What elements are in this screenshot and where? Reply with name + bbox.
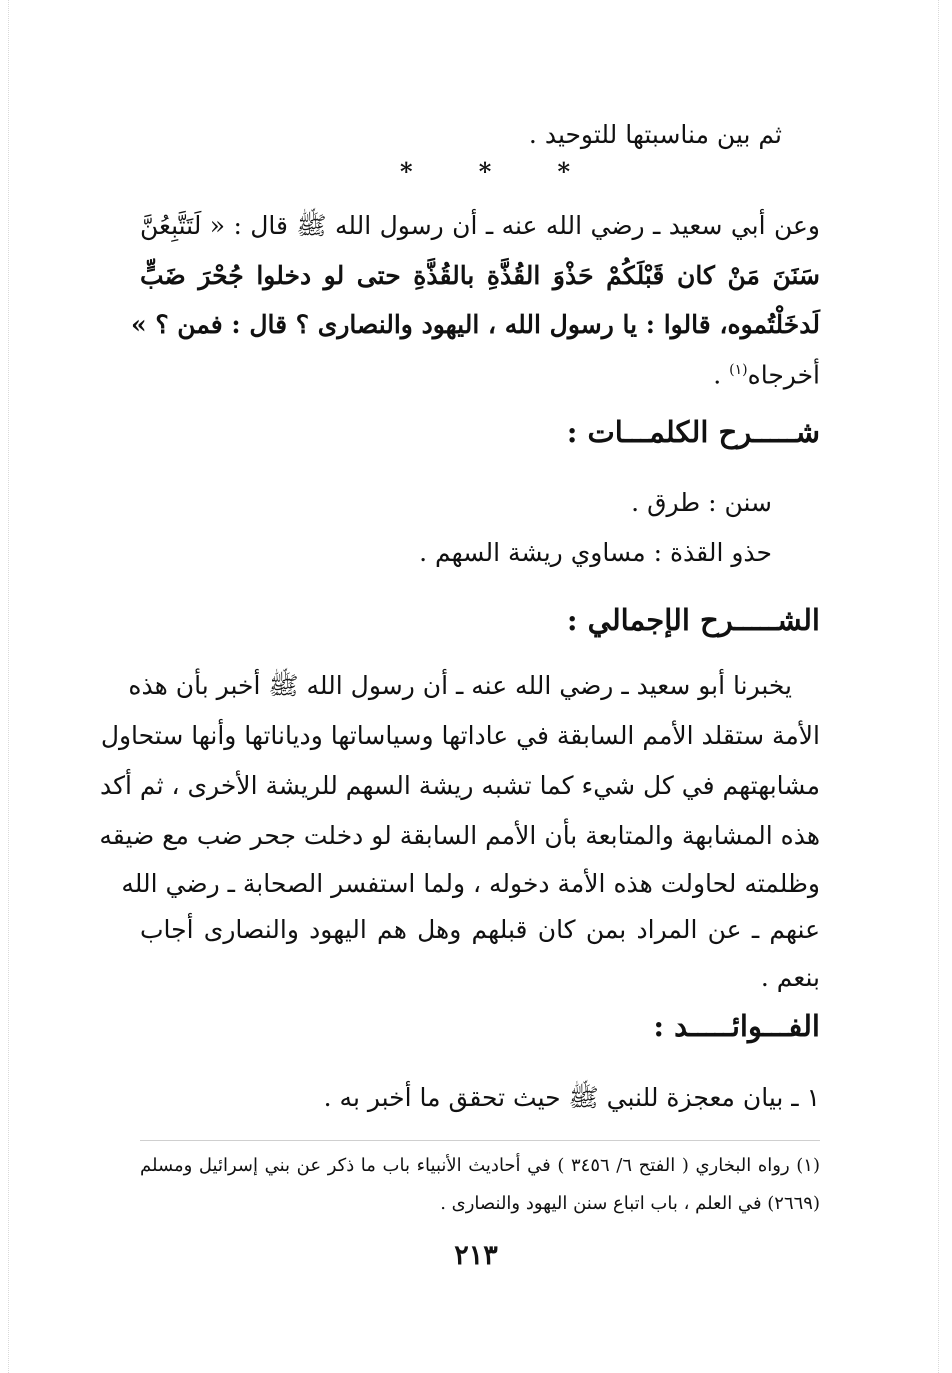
summary-line: يخبرنا أبو سعيد ـ رضي الله عنه ـ أن رسول الله ﷺ أخبر بأن هذه: [128, 671, 792, 700]
summary-line: بنعم .: [760, 963, 820, 992]
section-separator: [400, 157, 570, 186]
separator-star: *: [478, 157, 492, 186]
summary-line: وظلمته لحاولت هذه الأمة دخوله ، ولما استفسر الصحابة ـ رضي الله: [121, 869, 820, 898]
separator-star: *: [400, 157, 413, 186]
footnote-line-2: (٢٦٦٩) في العلم ، باب اتباع سنن اليهود والنصارى .: [440, 1193, 820, 1214]
attribution-text: أخرجاه: [747, 360, 820, 390]
summary-line: مشابهتهم في كل شيء كما تشبه ريشة السهم للريشة الأخرى ، ثم أكد: [100, 771, 820, 800]
footnote-divider: [140, 1140, 820, 1141]
attribution-end: .: [713, 360, 730, 390]
summary-heading: الشـــــرح الإجمالي :: [566, 603, 820, 637]
separator-star: *: [557, 157, 570, 186]
hadith-attribution: [713, 352, 820, 393]
summary-line: هذه المشابهة والمتابعة بأن الأمم السابقة لو دخلت جحر ضب مع ضيقه: [99, 821, 820, 850]
hadith-line-3: لَدخَلْتُموه، قالوا : يا رسول الله ، اليهود والنصارى ؟ قال : فمن ؟ »: [130, 310, 820, 339]
footnote-line-1: (١) رواه البخاري ( الفتح ٦/ ٣٤٥٦ ) في أحاديث الأنبياء باب ما ذكر عن بني إسرائيل ومسلم: [140, 1155, 820, 1176]
hadith-line-1: وعن أبي سعيد ـ رضي الله عنه ـ أن رسول الله ﷺ قال : « لَتَتَّبِعُنَّ: [140, 211, 820, 240]
right-scan-edge: [938, 0, 939, 1373]
vocab-heading: شـــــرح الكلمـــات :: [566, 415, 820, 449]
benefits-heading: الفـــوائـــــد :: [653, 1009, 820, 1043]
summary-line: الأمة ستقلد الأمم السابقة في عاداتها وسياساتها ودياناتها وأنها ستحاول: [100, 721, 820, 750]
hadith-line-2: سَنَنَ مَنْ كان قَبْلَكُمْ حَذْوَ القُذَّةِ بالقُذَّةِ حتى لو دخلوا جُحْرَ ضَبٍّ: [140, 261, 820, 290]
page-number: ٢١٣: [454, 1240, 498, 1271]
intro-line: ثم بين مناسبتها للتوحيد .: [528, 120, 782, 149]
left-scan-edge: [8, 0, 9, 1373]
summary-line: عنهم ـ عن المراد بمن كان قبلهم وهل هم اليهود والنصارى أجاب: [140, 915, 820, 944]
vocab-item: حذو القذة : مساوي ريشة السهم .: [419, 538, 772, 567]
vocab-item: سنن : طرق .: [631, 488, 772, 517]
footnote-marker: (١): [729, 362, 748, 378]
benefit-item: ١ ـ بيان معجزة للنبي ﷺ حيث تحقق ما أخبر به .: [323, 1083, 820, 1112]
